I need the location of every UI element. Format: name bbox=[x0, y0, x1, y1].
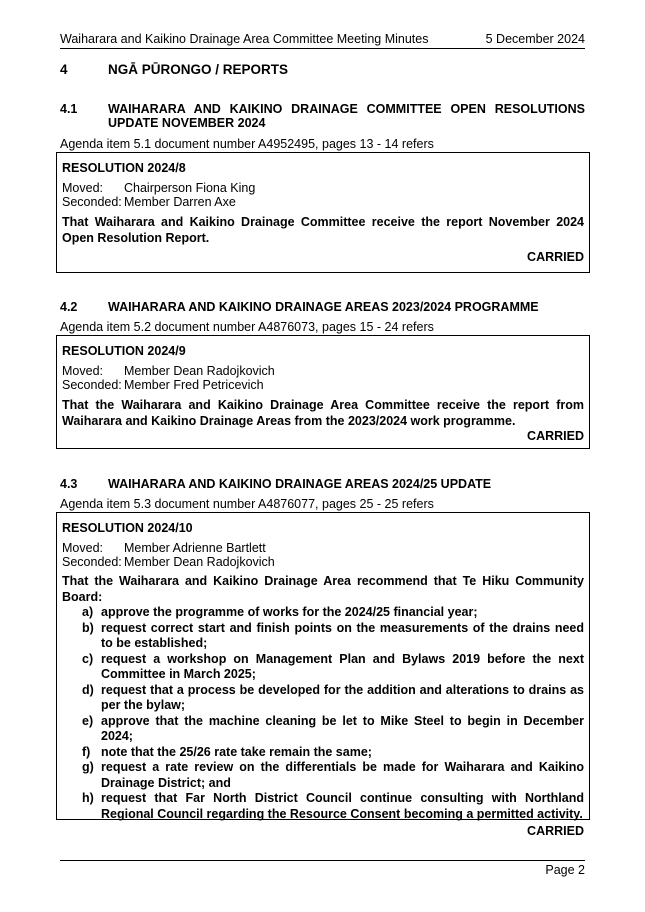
section-number: 4 bbox=[60, 62, 68, 77]
seconded-by: Member Fred Petricevich bbox=[124, 378, 264, 392]
list-marker: b) bbox=[82, 620, 94, 635]
item-heading-4-2 bbox=[60, 300, 585, 314]
list-text: note that the 25/26 rate take remain the same; bbox=[101, 744, 372, 759]
seconded-row bbox=[62, 195, 584, 209]
resolution-box-2024-9 bbox=[56, 335, 590, 449]
page-header bbox=[60, 32, 585, 49]
item-title: WAIHARARA AND KAIKINO DRAINAGE AREAS 2023/2024 PROGRAMME bbox=[108, 300, 539, 314]
section-heading bbox=[60, 62, 288, 77]
resolution-box-2024-8 bbox=[56, 152, 590, 273]
moved-by: Member Adrienne Bartlett bbox=[124, 541, 266, 555]
item-heading-4-1 bbox=[60, 102, 585, 130]
resolution-title: RESOLUTION 2024/8 bbox=[62, 161, 186, 175]
resolution-text: That the Waiharara and Kaikino Drainage Area recommend that Te Hiku Community Board: bbox=[62, 574, 584, 604]
moved-row bbox=[62, 181, 584, 195]
list-marker: a) bbox=[82, 605, 94, 619]
list-item bbox=[62, 683, 584, 714]
list-item bbox=[62, 714, 584, 745]
resolution-text: That Waiharara and Kaikino Drainage Committee receive the report November 2024 Open Resolution Report. bbox=[62, 215, 584, 245]
list-text: request a workshop on Management Plan and Bylaws 2019 before the next Committee in March 2025; bbox=[101, 651, 584, 681]
seconded-label: Seconded: bbox=[62, 195, 122, 209]
item-number: 4.1 bbox=[60, 102, 78, 116]
recommendation-list bbox=[62, 605, 584, 822]
carried-label: CARRIED bbox=[527, 429, 584, 443]
page-number: Page 2 bbox=[545, 863, 585, 877]
moved-label: Moved: bbox=[62, 181, 103, 195]
seconded-label: Seconded: bbox=[62, 555, 122, 569]
list-marker: e) bbox=[82, 713, 94, 728]
moved-label: Moved: bbox=[62, 364, 103, 378]
list-text: request that Far North District Council continue consulting with Northland Regional Council regarding the Resource Consent becoming a permitted activity. bbox=[101, 791, 584, 821]
list-text: request a rate review on the differentials be made for Waiharara and Kaikino Drainage District; and bbox=[101, 760, 584, 790]
moved-label: Moved: bbox=[62, 541, 103, 555]
list-marker: f) bbox=[82, 744, 91, 759]
list-text: request correct start and finish points on the measurements of the drains need to be established; bbox=[101, 620, 584, 650]
list-item bbox=[62, 605, 584, 621]
list-marker: d) bbox=[82, 682, 94, 697]
list-text: approve that the machine cleaning be let to Mike Steel to begin in December 2024; bbox=[101, 713, 584, 743]
moved-row bbox=[62, 541, 584, 555]
item-number: 4.3 bbox=[60, 477, 78, 491]
moved-row bbox=[62, 364, 584, 378]
list-item bbox=[62, 621, 584, 652]
resolution-text: That the Waiharara and Kaikino Drainage Area Committee receive the report from Waiharara and Kaikino Drainage Areas from the 2023/2024 work programme. bbox=[62, 398, 584, 428]
meeting-date: 5 December 2024 bbox=[485, 32, 585, 46]
list-item bbox=[62, 791, 584, 822]
list-item bbox=[62, 760, 584, 791]
item-heading-4-3 bbox=[60, 477, 585, 491]
seconded-row bbox=[62, 378, 584, 392]
footer-divider bbox=[60, 860, 585, 861]
moved-by: Chairperson Fiona King bbox=[124, 181, 256, 195]
list-text: request that a process be developed for the addition and alterations to drains as per the bylaw; bbox=[101, 682, 584, 712]
agenda-reference: Agenda item 5.2 document number A4876073, pages 15 - 24 refers bbox=[60, 320, 434, 334]
list-marker: g) bbox=[82, 760, 94, 774]
document-title: Waiharara and Kaikino Drainage Area Committee Meeting Minutes bbox=[60, 32, 429, 46]
resolution-title: RESOLUTION 2024/9 bbox=[62, 344, 186, 358]
moved-by: Member Dean Radojkovich bbox=[124, 364, 275, 378]
seconded-by: Member Darren Axe bbox=[124, 195, 236, 209]
list-text: approve the programme of works for the 2024/25 financial year; bbox=[101, 605, 478, 619]
seconded-by: Member Dean Radojkovich bbox=[124, 555, 275, 569]
agenda-reference: Agenda item 5.1 document number A4952495, pages 13 - 14 refers bbox=[60, 137, 434, 151]
list-marker: h) bbox=[82, 791, 94, 805]
item-title: WAIHARARA AND KAIKINO DRAINAGE AREAS 2024/25 UPDATE bbox=[108, 477, 492, 491]
resolution-title: RESOLUTION 2024/10 bbox=[62, 521, 193, 535]
list-item bbox=[62, 652, 584, 683]
list-item bbox=[62, 745, 584, 761]
section-title: NGĀ PŪRONGO / REPORTS bbox=[108, 62, 289, 77]
seconded-label: Seconded: bbox=[62, 378, 122, 392]
item-title: WAIHARARA AND KAIKINO DRAINAGE COMMITTEE OPEN RESOLUTIONS UPDATE NOVEMBER 2024 bbox=[108, 102, 585, 130]
list-marker: c) bbox=[82, 651, 94, 666]
agenda-reference: Agenda item 5.3 document number A4876077, pages 25 - 25 refers bbox=[60, 497, 434, 511]
resolution-box-2024-10 bbox=[56, 512, 590, 838]
carried-label: CARRIED bbox=[527, 250, 584, 264]
seconded-row bbox=[62, 555, 584, 569]
carried-label: CARRIED bbox=[527, 824, 584, 838]
item-number: 4.2 bbox=[60, 300, 78, 314]
